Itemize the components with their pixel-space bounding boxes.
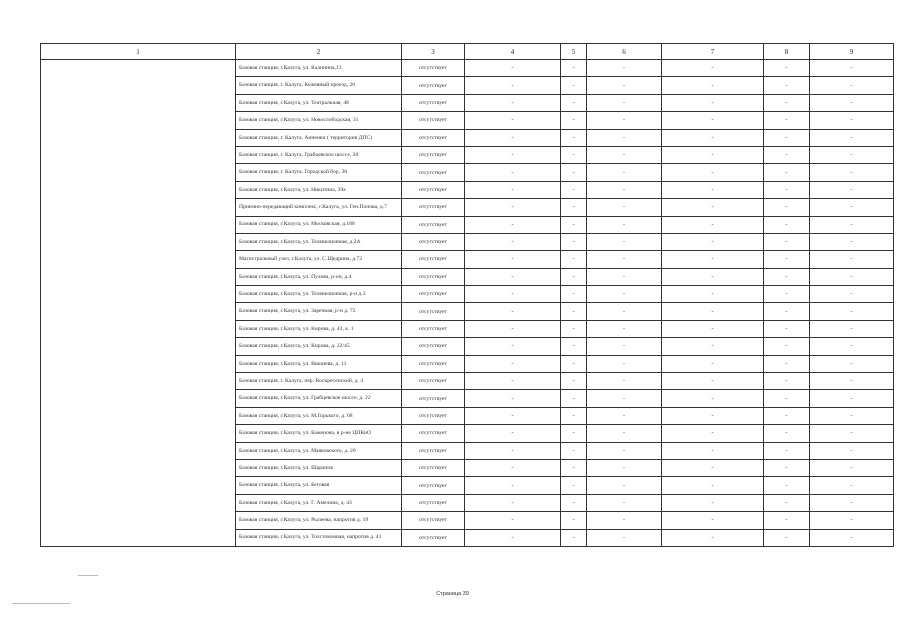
dash-cell-col-5: -	[561, 355, 587, 372]
dash-cell-col-9: -	[810, 320, 894, 337]
dash-cell-col-6: -	[587, 94, 662, 111]
dash-cell-col-8: -	[764, 164, 810, 181]
dash-cell-col-9: -	[810, 355, 894, 372]
dash-cell-col-6: -	[587, 112, 662, 129]
column-header-9: 9	[810, 44, 894, 60]
page-number: Страница 39	[436, 591, 469, 597]
status-cell: отсутствует	[402, 216, 465, 233]
dash-cell-col-7: -	[662, 303, 764, 320]
status-cell: отсутствует	[402, 233, 465, 250]
dash-cell-col-4: -	[465, 303, 561, 320]
header-row	[41, 44, 894, 60]
dash-cell-col-4: -	[465, 77, 561, 94]
dash-cell-col-9: -	[810, 442, 894, 459]
dash-cell-col-5: -	[561, 181, 587, 198]
dash-cell-col-4: -	[465, 94, 561, 111]
dash-cell-col-6: -	[587, 199, 662, 216]
dash-cell-col-5: -	[561, 529, 587, 546]
dash-cell-col-5: -	[561, 199, 587, 216]
dash-cell-col-9: -	[810, 425, 894, 442]
dash-cell-col-5: -	[561, 164, 587, 181]
object-name-cell: Базовая станция, г.Калуга, ул. Шарапов	[236, 459, 402, 476]
status-cell: отсутствует	[402, 251, 465, 268]
object-name-cell: Базовая станция, г.Калуга, ул. Театральная, 48	[236, 94, 402, 111]
dash-cell-col-6: -	[587, 477, 662, 494]
dash-cell-col-4: -	[465, 512, 561, 529]
dash-cell-col-5: -	[561, 233, 587, 250]
dash-cell-col-8: -	[764, 146, 810, 163]
dash-cell-col-7: -	[662, 494, 764, 511]
dash-cell-col-9: -	[810, 94, 894, 111]
dash-cell-col-7: -	[662, 407, 764, 424]
dash-cell-col-8: -	[764, 251, 810, 268]
dash-cell-col-9: -	[810, 373, 894, 390]
object-name-cell: Магистральный узел, г.Калуга, ул. С.Щедрина, д.72	[236, 251, 402, 268]
status-cell: отсутствует	[402, 112, 465, 129]
dash-cell-col-8: -	[764, 459, 810, 476]
status-cell: отсутствует	[402, 60, 465, 77]
dash-cell-col-7: -	[662, 129, 764, 146]
object-name-cell: Базовая станция, г.Калуга, ул. Калинина,13	[236, 60, 402, 77]
dash-cell-col-5: -	[561, 216, 587, 233]
status-cell: отсутствует	[402, 529, 465, 546]
dash-cell-col-7: -	[662, 268, 764, 285]
object-name-cell: Приемно-передающий комплекс, г.Калуга, ул. Ген.Попова, д.7	[236, 199, 402, 216]
object-name-cell: Базовая станция, г.Калуга, ул. Баженова, в р-не ЦПКиО	[236, 425, 402, 442]
dash-cell-col-9: -	[810, 494, 894, 511]
dash-cell-col-5: -	[561, 146, 587, 163]
dash-cell-col-4: -	[465, 181, 561, 198]
status-cell: отсутствует	[402, 303, 465, 320]
dash-cell-col-8: -	[764, 129, 810, 146]
dash-cell-col-6: -	[587, 60, 662, 77]
dash-cell-col-6: -	[587, 338, 662, 355]
column-header-2: 2	[236, 44, 402, 60]
dash-cell-col-6: -	[587, 77, 662, 94]
dash-cell-col-4: -	[465, 286, 561, 303]
status-cell: отсутствует	[402, 286, 465, 303]
object-name-cell: Базовая станция, г. Калуга, Анненки ( территория ДПС)	[236, 129, 402, 146]
dash-cell-col-4: -	[465, 407, 561, 424]
dash-cell-col-7: -	[662, 529, 764, 546]
dash-cell-col-4: -	[465, 529, 561, 546]
dash-cell-col-8: -	[764, 512, 810, 529]
dash-cell-col-9: -	[810, 164, 894, 181]
dash-cell-col-5: -	[561, 373, 587, 390]
object-name-cell: Базовая станция, г.Калуга, ул. Г. Амелина, д. 43	[236, 494, 402, 511]
dash-cell-col-5: -	[561, 494, 587, 511]
status-cell: отсутствует	[402, 181, 465, 198]
dash-cell-col-9: -	[810, 268, 894, 285]
status-cell: отсутствует	[402, 407, 465, 424]
status-cell: отсутствует	[402, 459, 465, 476]
dash-cell-col-6: -	[587, 320, 662, 337]
object-name-cell: Базовая станция, г.Калуга, ул. Рылеева, напротив д. 19	[236, 512, 402, 529]
dash-cell-col-6: -	[587, 286, 662, 303]
dash-cell-col-9: -	[810, 459, 894, 476]
dash-cell-col-4: -	[465, 390, 561, 407]
dash-cell-col-7: -	[662, 251, 764, 268]
dash-cell-col-9: -	[810, 303, 894, 320]
dash-cell-col-7: -	[662, 477, 764, 494]
object-name-cell: Базовая станция, г.Калуга, ул. Телевизионная, р-н д.3	[236, 286, 402, 303]
dash-cell-col-6: -	[587, 512, 662, 529]
dash-cell-col-6: -	[587, 164, 662, 181]
scan-artifact	[78, 575, 98, 576]
dash-cell-col-4: -	[465, 112, 561, 129]
dash-cell-col-4: -	[465, 216, 561, 233]
column-header-4: 4	[465, 44, 561, 60]
dash-cell-col-6: -	[587, 268, 662, 285]
dash-cell-col-5: -	[561, 425, 587, 442]
dash-cell-col-6: -	[587, 146, 662, 163]
dash-cell-col-9: -	[810, 407, 894, 424]
object-name-cell: Базовая станция, г.Калуга, ул. Кирова, д. 22/45	[236, 338, 402, 355]
object-name-cell: Базовая станция, г.Калуга, ул. Новослободская, 31	[236, 112, 402, 129]
dash-cell-col-7: -	[662, 320, 764, 337]
dash-cell-col-9: -	[810, 129, 894, 146]
dash-cell-col-9: -	[810, 181, 894, 198]
status-cell: отсутствует	[402, 146, 465, 163]
status-cell: отсутствует	[402, 442, 465, 459]
dash-cell-col-4: -	[465, 164, 561, 181]
dash-cell-col-5: -	[561, 286, 587, 303]
dash-cell-col-4: -	[465, 494, 561, 511]
dash-cell-col-8: -	[764, 477, 810, 494]
status-cell: отсутствует	[402, 320, 465, 337]
status-cell: отсутствует	[402, 129, 465, 146]
object-name-cell: Базовая станция, г.Калуга, ул. Вишнева, д. 11	[236, 355, 402, 372]
object-name-cell: Базовая станция, г. Калуга, Кожевный проезд, 26	[236, 77, 402, 94]
dash-cell-col-4: -	[465, 199, 561, 216]
dash-cell-col-9: -	[810, 60, 894, 77]
dash-cell-col-4: -	[465, 268, 561, 285]
dash-cell-col-6: -	[587, 373, 662, 390]
dash-cell-col-8: -	[764, 529, 810, 546]
dash-cell-col-5: -	[561, 338, 587, 355]
register-sheet	[40, 43, 893, 547]
status-cell: отсутствует	[402, 355, 465, 372]
dash-cell-col-9: -	[810, 477, 894, 494]
dash-cell-col-7: -	[662, 146, 764, 163]
dash-cell-col-4: -	[465, 442, 561, 459]
dash-cell-col-6: -	[587, 303, 662, 320]
dash-cell-col-5: -	[561, 390, 587, 407]
dash-cell-col-8: -	[764, 320, 810, 337]
dash-cell-col-6: -	[587, 355, 662, 372]
dash-cell-col-9: -	[810, 390, 894, 407]
dash-cell-col-8: -	[764, 268, 810, 285]
dash-cell-col-4: -	[465, 320, 561, 337]
dash-cell-col-8: -	[764, 442, 810, 459]
dash-cell-col-8: -	[764, 77, 810, 94]
object-name-cell: Базовая станция, г.Калуга, ул. Кирова, д. 43, к. 1	[236, 320, 402, 337]
dash-cell-col-5: -	[561, 442, 587, 459]
object-name-cell: Базовая станция, г.Калуга, ул. Заречная, р-н д. 72	[236, 303, 402, 320]
status-cell: отсутствует	[402, 477, 465, 494]
dash-cell-col-8: -	[764, 407, 810, 424]
dash-cell-col-4: -	[465, 129, 561, 146]
dash-cell-col-9: -	[810, 216, 894, 233]
status-cell: отсутствует	[402, 425, 465, 442]
status-cell: отсутствует	[402, 390, 465, 407]
dash-cell-col-4: -	[465, 251, 561, 268]
dash-cell-col-8: -	[764, 425, 810, 442]
dash-cell-col-5: -	[561, 94, 587, 111]
dash-cell-col-7: -	[662, 233, 764, 250]
object-name-cell: Базовая станция, г.Калуга, ул. М.Горького, д. 68	[236, 407, 402, 424]
dash-cell-col-8: -	[764, 373, 810, 390]
status-cell: отсутствует	[402, 164, 465, 181]
dash-cell-col-6: -	[587, 494, 662, 511]
dash-cell-col-7: -	[662, 355, 764, 372]
dash-cell-col-4: -	[465, 338, 561, 355]
dash-cell-col-6: -	[587, 425, 662, 442]
column-header-1: 1	[41, 44, 236, 60]
dash-cell-col-8: -	[764, 181, 810, 198]
dash-cell-col-5: -	[561, 112, 587, 129]
dash-cell-col-9: -	[810, 286, 894, 303]
dash-cell-col-6: -	[587, 251, 662, 268]
status-cell: отсутствует	[402, 268, 465, 285]
dash-cell-col-8: -	[764, 338, 810, 355]
dash-cell-col-8: -	[764, 94, 810, 111]
dash-cell-col-5: -	[561, 303, 587, 320]
dash-cell-col-7: -	[662, 442, 764, 459]
dash-cell-col-9: -	[810, 112, 894, 129]
dash-cell-col-7: -	[662, 425, 764, 442]
dash-cell-col-7: -	[662, 77, 764, 94]
dash-cell-col-9: -	[810, 512, 894, 529]
dash-cell-col-7: -	[662, 459, 764, 476]
dash-cell-col-8: -	[764, 199, 810, 216]
dash-cell-col-6: -	[587, 390, 662, 407]
dash-cell-col-5: -	[561, 407, 587, 424]
dash-cell-col-4: -	[465, 477, 561, 494]
dash-cell-col-5: -	[561, 477, 587, 494]
dash-cell-col-6: -	[587, 129, 662, 146]
object-name-cell: Базовая станция, г.Калуга, ул. Толстокомная, напротив д. 41	[236, 529, 402, 546]
dash-cell-col-5: -	[561, 60, 587, 77]
dash-cell-col-9: -	[810, 233, 894, 250]
column-header-3: 3	[402, 44, 465, 60]
column-1-cell	[41, 60, 236, 547]
column-header-8: 8	[764, 44, 810, 60]
status-cell: отсутствует	[402, 512, 465, 529]
status-cell: отсутствует	[402, 94, 465, 111]
status-cell: отсутствует	[402, 494, 465, 511]
dash-cell-col-7: -	[662, 512, 764, 529]
dash-cell-col-6: -	[587, 442, 662, 459]
dash-cell-col-5: -	[561, 268, 587, 285]
object-name-cell: Базовая станция, г.Калуга, ул. Беговая	[236, 477, 402, 494]
column-header-6: 6	[587, 44, 662, 60]
dash-cell-col-5: -	[561, 459, 587, 476]
register-table	[40, 43, 894, 547]
status-cell: отсутствует	[402, 338, 465, 355]
object-name-cell: Базовая станция, г.Калуга, ул. Московская, д.188	[236, 216, 402, 233]
object-name-cell: Базовая станция, г.Калуга, ул. Пухова, р-он, д.4	[236, 268, 402, 285]
dash-cell-col-5: -	[561, 512, 587, 529]
dash-cell-col-7: -	[662, 338, 764, 355]
object-name-cell: Базовая станция, г. Калуга, пер. Воскресенский, д. 4	[236, 373, 402, 390]
dash-cell-col-7: -	[662, 60, 764, 77]
dash-cell-col-7: -	[662, 286, 764, 303]
object-name-cell: Базовая станция, г. Калуга, Городской бор, 38	[236, 164, 402, 181]
dash-cell-col-4: -	[465, 60, 561, 77]
dash-cell-col-9: -	[810, 338, 894, 355]
dash-cell-col-6: -	[587, 233, 662, 250]
status-cell: отсутствует	[402, 77, 465, 94]
dash-cell-col-8: -	[764, 112, 810, 129]
dash-cell-col-5: -	[561, 77, 587, 94]
dash-cell-col-4: -	[465, 373, 561, 390]
column-header-5: 5	[561, 44, 587, 60]
dash-cell-col-7: -	[662, 181, 764, 198]
dash-cell-col-7: -	[662, 94, 764, 111]
dash-cell-col-8: -	[764, 286, 810, 303]
dash-cell-col-6: -	[587, 459, 662, 476]
dash-cell-col-9: -	[810, 146, 894, 163]
dash-cell-col-4: -	[465, 355, 561, 372]
dash-cell-col-7: -	[662, 390, 764, 407]
scan-artifact	[12, 603, 70, 604]
dash-cell-col-8: -	[764, 494, 810, 511]
dash-cell-col-7: -	[662, 373, 764, 390]
register-rows	[41, 60, 894, 547]
dash-cell-col-7: -	[662, 112, 764, 129]
dash-cell-col-9: -	[810, 251, 894, 268]
dash-cell-col-8: -	[764, 60, 810, 77]
dash-cell-col-9: -	[810, 529, 894, 546]
object-name-cell: Базовая станция, г.Калуга, ул. Телевизионная, д.2А	[236, 233, 402, 250]
dash-cell-col-6: -	[587, 529, 662, 546]
status-cell: отсутствует	[402, 199, 465, 216]
object-name-cell: Базовая станция, г.Калуга, ул. Никитина, 39а	[236, 181, 402, 198]
dash-cell-col-6: -	[587, 181, 662, 198]
dash-cell-col-8: -	[764, 355, 810, 372]
table-row	[41, 60, 894, 77]
column-header-7: 7	[662, 44, 764, 60]
dash-cell-col-4: -	[465, 146, 561, 163]
dash-cell-col-8: -	[764, 216, 810, 233]
dash-cell-col-9: -	[810, 199, 894, 216]
dash-cell-col-4: -	[465, 459, 561, 476]
dash-cell-col-4: -	[465, 425, 561, 442]
object-name-cell: Базовая станция, г. Калуга, Грабцевское шоссе, 20	[236, 146, 402, 163]
dash-cell-col-5: -	[561, 251, 587, 268]
dash-cell-col-4: -	[465, 233, 561, 250]
object-name-cell: Базовая станция, г.Калуга, ул. Маяковского, д. 20	[236, 442, 402, 459]
dash-cell-col-6: -	[587, 216, 662, 233]
dash-cell-col-5: -	[561, 320, 587, 337]
dash-cell-col-8: -	[764, 303, 810, 320]
dash-cell-col-7: -	[662, 199, 764, 216]
dash-cell-col-7: -	[662, 216, 764, 233]
dash-cell-col-8: -	[764, 390, 810, 407]
dash-cell-col-7: -	[662, 164, 764, 181]
dash-cell-col-8: -	[764, 233, 810, 250]
status-cell: отсутствует	[402, 373, 465, 390]
dash-cell-col-5: -	[561, 129, 587, 146]
dash-cell-col-9: -	[810, 77, 894, 94]
object-name-cell: Базовая станция, г.Калуга, ул. Грабцевское шоссе, д. 22	[236, 390, 402, 407]
dash-cell-col-6: -	[587, 407, 662, 424]
